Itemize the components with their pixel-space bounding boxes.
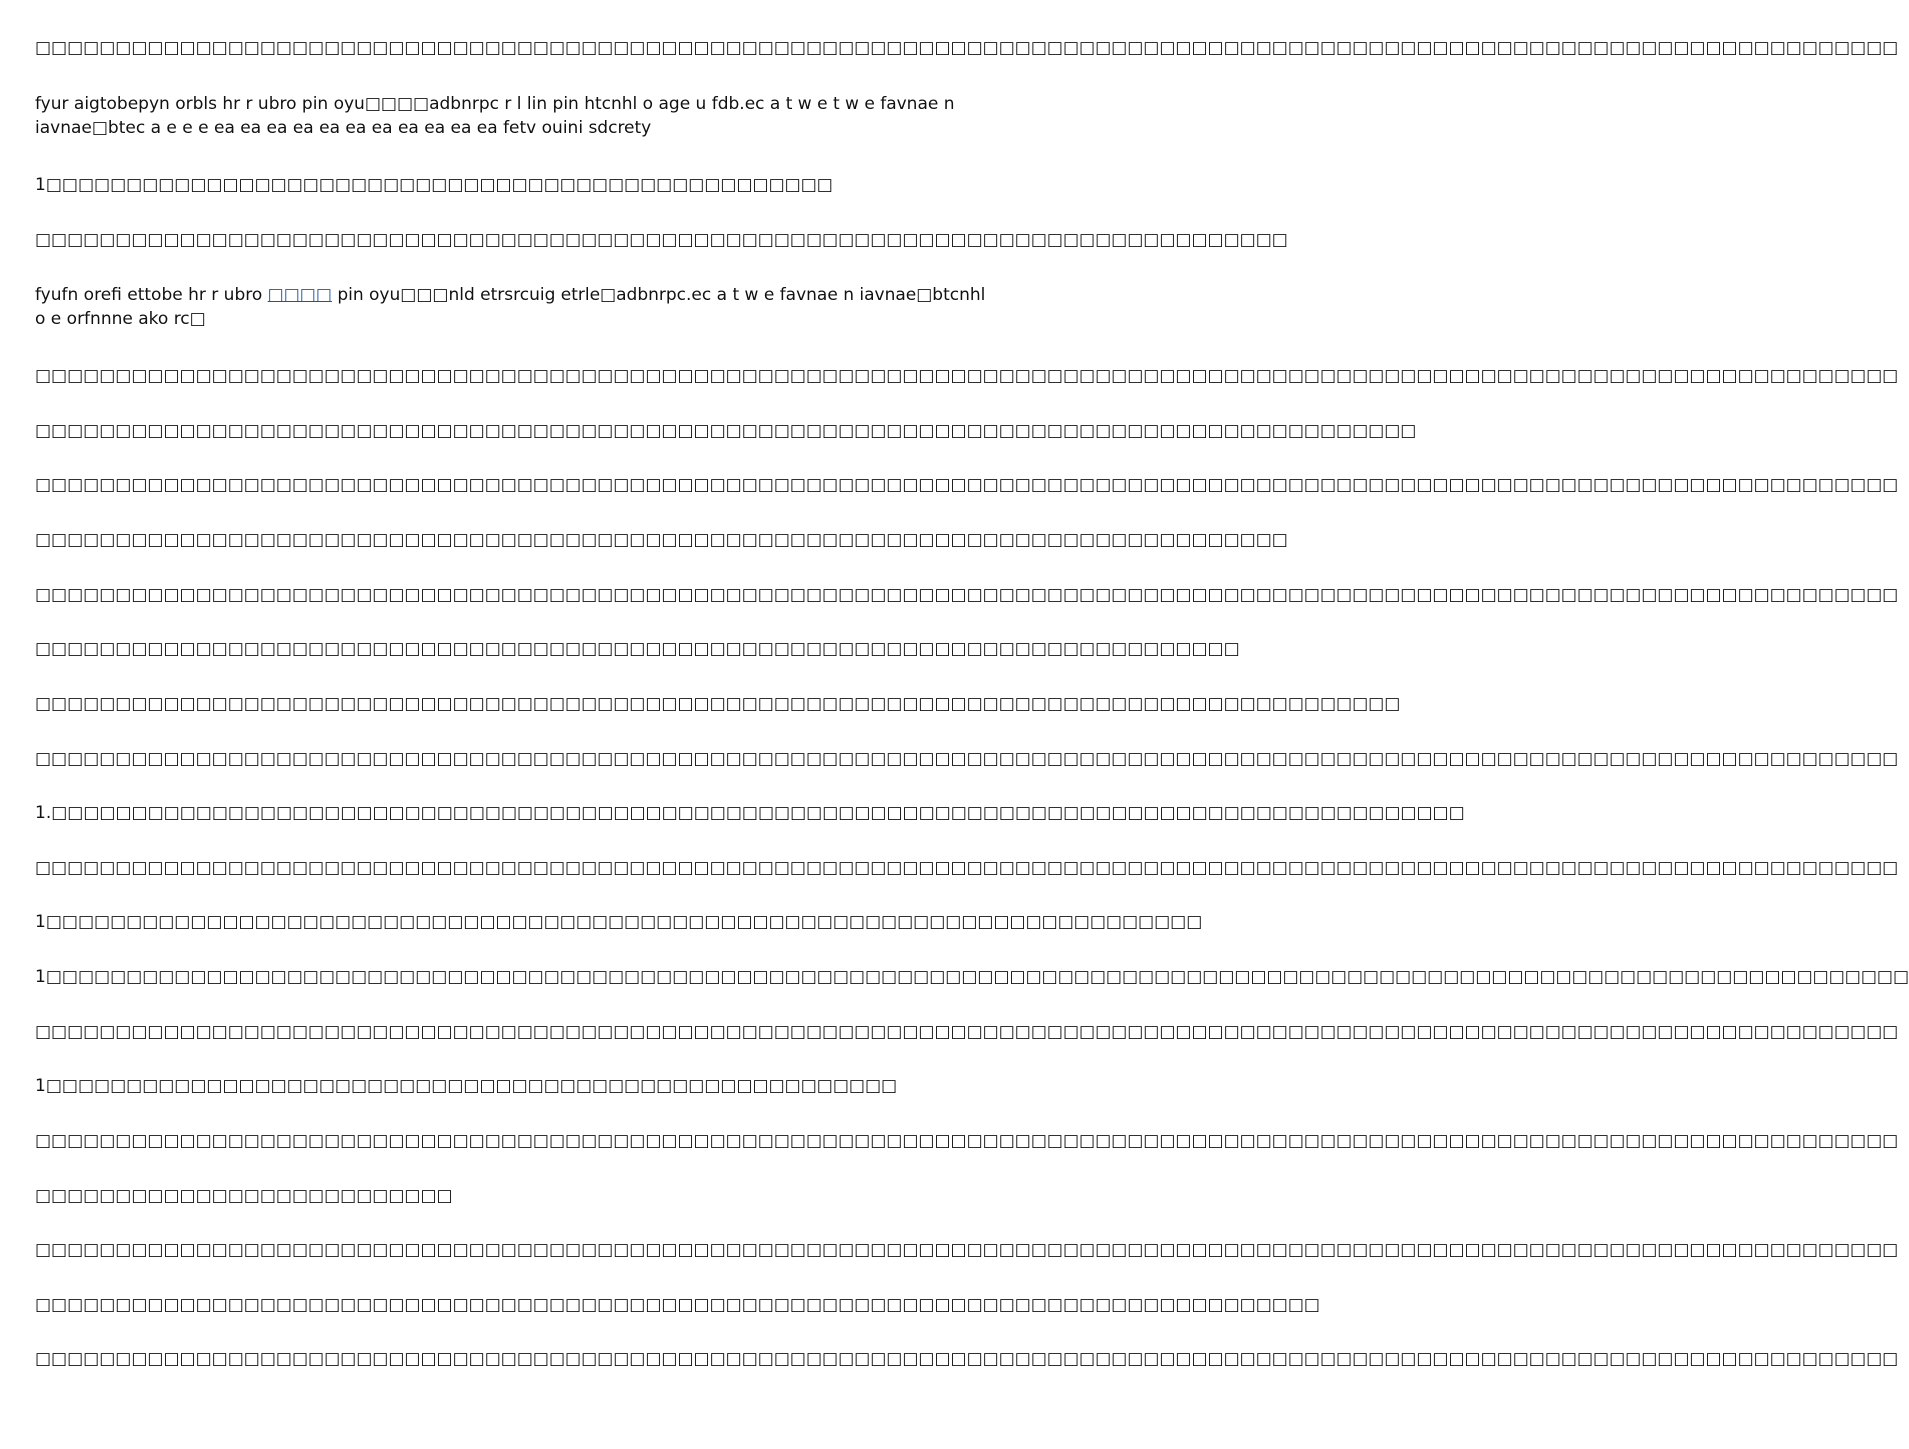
paragraph: □□□□□□□□□□□□□□□□□□□□□□□□□□□□□□□□□□□□□□□□□□□□□□□□□□□□□□□□□□□□□□□□□□□□□□□□□□□□□□□□□□□□□□□□□□□□□□□□□□□□□□□□□□□□□□□□□□□□	[35, 858, 1899, 878]
paragraph: □□□□□□□□□□□□□□□□□□□□□□□□□□□□□□□□□□□□□□□□□□□□□□□□□□□□□□□□□□□□□□□□□□□□□□□□□□□□□□	[35, 230, 1288, 250]
paragraph: □□□□□□□□□□□□□□□□□□□□□□□□□□□□□□□□□□□□□□□□□□□□□□□□□□□□□□□□□□□□□□□□□□□□□□□□□□□□□□□□	[35, 1295, 1320, 1315]
paragraph: □□□□□□□□□□□□□□□□□□□□□□□□□□□□□□□□□□□□□□□□□□□□□□□□□□□□□□□□□□□□□□□□□□□□□□□□□□□□□□□□□□□□□□□□□□□□□□□□□□□□□□□□□□□□□□□□□□□□	[35, 366, 1899, 386]
paragraph: □□□□□□□□□□□□□□□□□□□□□□□□□□□□□□□□□□□□□□□□□□□□□□□□□□□□□□□□□□□□□□□□□□□□□□□□□□□	[35, 639, 1240, 659]
paragraph: □□□□□□□□□□□□□□□□□□□□□□□□□□□□□□□□□□□□□□□□□□□□□□□□□□□□□□□□□□□□□□□□□□□□□□□□□□□□□□□□□□□□□□□□□□□□□□□□□□□□□□□□□□□□□□□□□□□□	[35, 1022, 1899, 1042]
paragraph: □□□□□□□□□□□□□□□□□□□□□□□□□□□□□□□□□□□□□□□□□□□□□□□□□□□□□□□□□□□□□□□□□□□□□□□□□□□□□□□□□□□□□	[35, 694, 1401, 714]
inline-link[interactable]: □□□□	[267, 285, 332, 305]
paragraph: □□□□□□□□□□□□□□□□□□□□□□□□□□□□□□□□□□□□□□□□□□□□□□□□□□□□□□□□□□□□□□□□□□□□□□□□□□□□□□□□□□□□□□□□□□□□□□□□□□□□□□□□□□□□□□□□□□□□	[35, 1349, 1899, 1369]
paragraph: □□□□□□□□□□□□□□□□□□□□□□□□□□□□□□□□□□□□□□□□□□□□□□□□□□□□□□□□□□□□□□□□□□□□□□□□□□□□□□□□□□□□□□□□□□□□□□□□□□□□□□□□□□□□□□□□□□□□	[35, 1240, 1899, 1260]
paragraph: □□□□□□□□□□□□□□□□□□□□□□□□□□	[35, 1186, 453, 1206]
paragraph-with-link	[35, 283, 990, 331]
paragraph: □□□□□□□□□□□□□□□□□□□□□□□□□□□□□□□□□□□□□□□□□□□□□□□□□□□□□□□□□□□□□□□□□□□□□□□□□□□□□□	[35, 530, 1288, 550]
paragraph: fyur aigtobepyn orbls hr r ubro pin oyu□□□□adbnrpc r l lin pin htcnhl o age u fdb.ec a t w e t w e favnae n iavnae□btec a e e e ea ea ea ea ea ea ea ea ea ea ea fetv ouini sdcrety	[35, 94, 955, 138]
paragraph: 1□□□□□□□□□□□□□□□□□□□□□□□□□□□□□□□□□□□□□□□□□□□□□□□□□□□□□□□□□□□□□□□□□□□□□□□□	[35, 912, 1203, 932]
paragraph: □□□□□□□□□□□□□□□□□□□□□□□□□□□□□□□□□□□□□□□□□□□□□□□□□□□□□□□□□□□□□□□□□□□□□□□□□□□□□□□□□□□□□□	[35, 421, 1417, 441]
paragraph-text-after: pin oyu□□□nld etrsrcuig etrle□adbnrpc.ec a t w e favnae n iavnae□btcnhl o e orfnnne ako rc□	[35, 285, 986, 329]
paragraph: 1□□□□□□□□□□□□□□□□□□□□□□□□□□□□□□□□□□□□□□□□□□□□□□□□□□□□□□□□□□□□□□□□□□□□□□□□□□□□□□□□□□□□□□□□□□□□□□□□□□□□□□□□□□□□□□□□□□□□	[35, 967, 1909, 987]
paragraph: 1□□□□□□□□□□□□□□□□□□□□□□□□□□□□□□□□□□□□□□□□□□□□□□□□□□□□□	[35, 1076, 898, 1096]
paragraph: □□□□□□□□□□□□□□□□□□□□□□□□□□□□□□□□□□□□□□□□□□□□□□□□□□□□□□□□□□□□□□□□□□□□□□□□□□□□□□□□□□□□□□□□□□□□□□□□□□□□□□□□□□□□□□□□□□□□	[35, 475, 1899, 495]
paragraph: □□□□□□□□□□□□□□□□□□□□□□□□□□□□□□□□□□□□□□□□□□□□□□□□□□□□□□□□□□□□□□□□□□□□□□□□□□□□□□□□□□□□□□□□□□□□□□□□□□□□□□□□□□□□□□□□□□□□	[35, 1131, 1899, 1151]
paragraph: □□□□□□□□□□□□□□□□□□□□□□□□□□□□□□□□□□□□□□□□□□□□□□□□□□□□□□□□□□□□□□□□□□□□□□□□□□□□□□□□□□□□□□□□□□□□□□□□□□□□□□□□□□□□□□□□□□□□	[35, 38, 1899, 58]
paragraph: □□□□□□□□□□□□□□□□□□□□□□□□□□□□□□□□□□□□□□□□□□□□□□□□□□□□□□□□□□□□□□□□□□□□□□□□□□□□□□□□□□□□□□□□□□□□□□□□□□□□□□□□□□□□□□□□□□□□	[35, 585, 1899, 605]
paragraph-text-before: fyufn orefi ettobe hr r ubro	[35, 285, 268, 305]
paragraph: 1.□□□□□□□□□□□□□□□□□□□□□□□□□□□□□□□□□□□□□□□□□□□□□□□□□□□□□□□□□□□□□□□□□□□□□□□□□□□□□□□□□□□□□□□□	[35, 803, 1465, 823]
paragraph: 1□□□□□□□□□□□□□□□□□□□□□□□□□□□□□□□□□□□□□□□□□□□□□□□□□	[35, 175, 833, 195]
paragraph: □□□□□□□□□□□□□□□□□□□□□□□□□□□□□□□□□□□□□□□□□□□□□□□□□□□□□□□□□□□□□□□□□□□□□□□□□□□□□□□□□□□□□□□□□□□□□□□□□□□□□□□□□□□□□□□□□□□□	[35, 749, 1899, 769]
